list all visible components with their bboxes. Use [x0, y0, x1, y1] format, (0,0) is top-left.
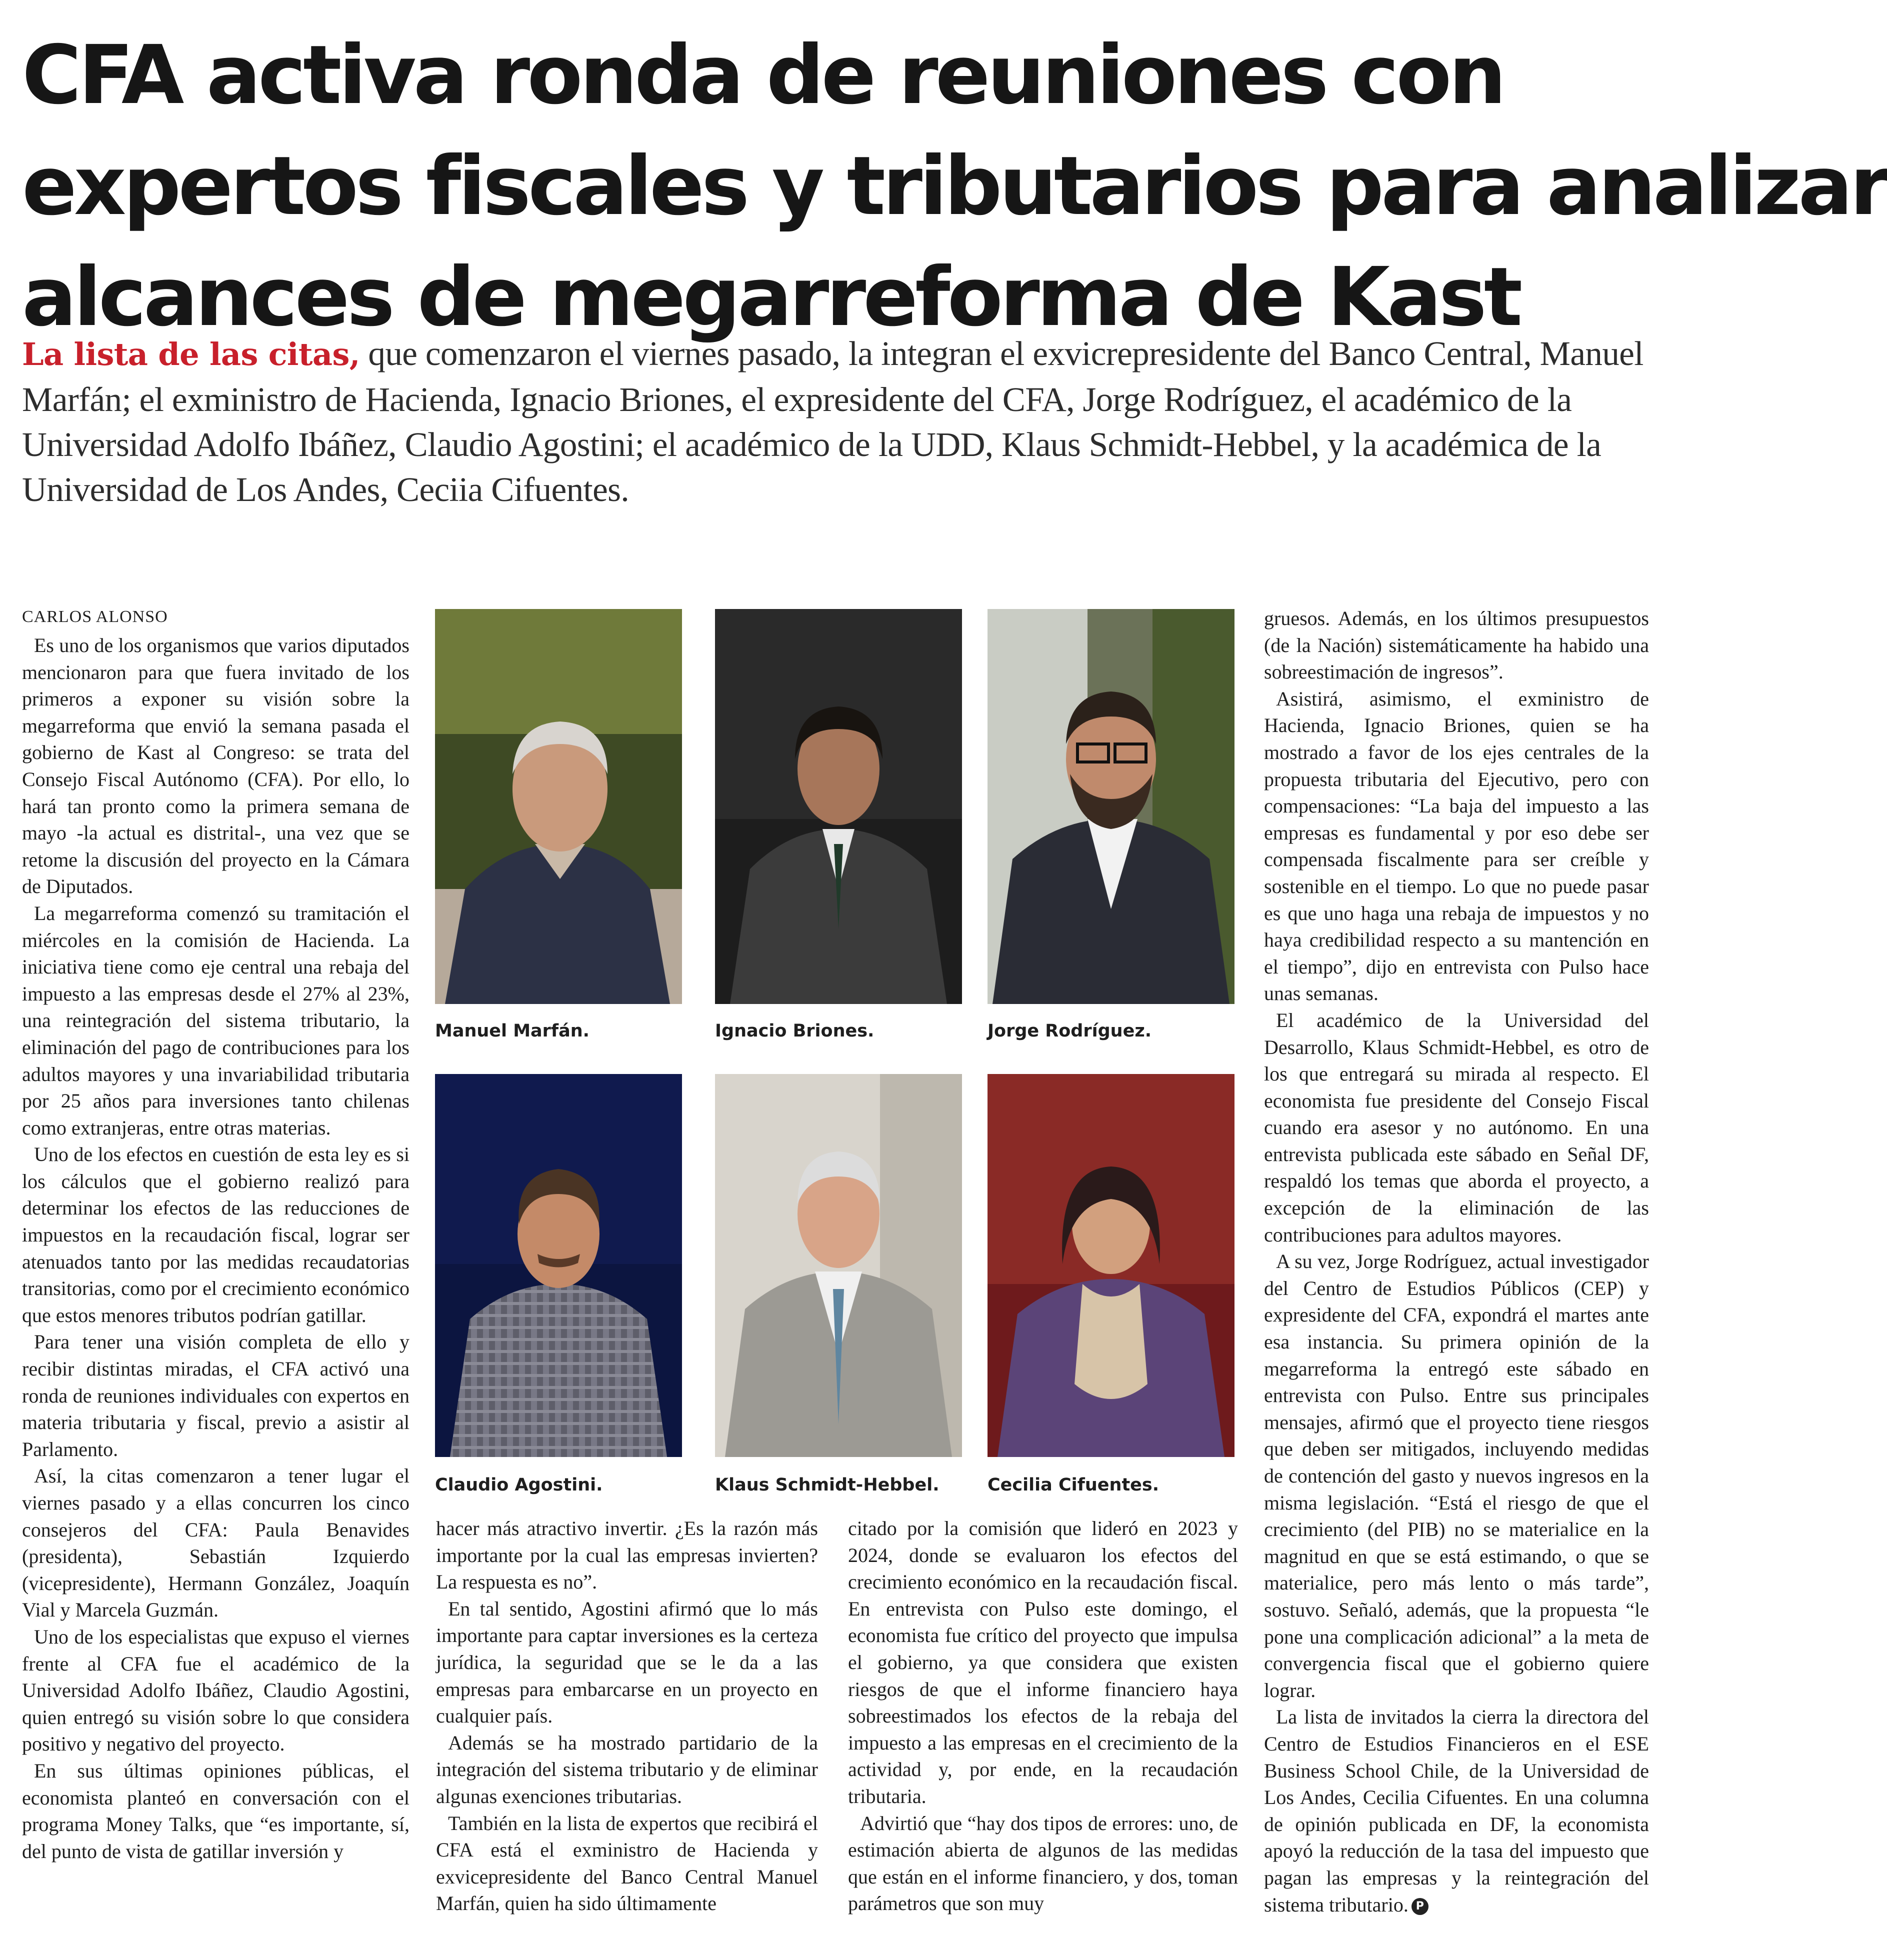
paragraph: Asistirá, asimismo, el exministro de Hacienda, Ignacio Briones, quien se ha mostrado a favor de los ejes centrales de la propuesta tributaria del Ejecutivo, pero con compensaciones: “La baja del impuesto a las empresas es fundamental y por eso debe ser compensada fiscalmente para ser creíble y sostenible en el tiempo. Lo que no puede pasar es que uno haga una rebaja de impuestos y no haya credibilidad respecto a su mantención en el tiempo”, dijo en entrevista con Pulso hace unas semanas. — [1264, 687, 1649, 1005]
paragraph: Uno de los efectos en cuestión de esta ley es si los cálculos que el gobierno realizó para determinar los efectos de las reducciones de impuestos en la recaudación fiscal, lograr ser atenuados tanto por las medidas recaudatorias transitorias, como por el crecimiento económico que estos menores tributos podrían gatillar. — [22, 1143, 410, 1326]
article-column-1 — [22, 605, 410, 1864]
photo-manuel-marfan — [435, 609, 682, 1004]
paragraph: Así, la citas comenzaron a tener lugar el viernes pasado y a ellas concurren los cinco consejeros del CFA: Paula Benavides (presidenta), Sebastián Izquierdo (vicepresidente), Hermann González, Joaquín Vial y Marcela Guzmán. — [22, 1464, 410, 1622]
paragraph-final — [1264, 1704, 1649, 1918]
photo-claudio-agostini — [435, 1074, 682, 1457]
photo-caption: Jorge Rodríguez. — [988, 1021, 1152, 1041]
headline-line: alcances de megarreforma de Kast — [22, 250, 1520, 344]
paragraph-text: La lista de invitados la cierra la directora del Centro de Estudios Financieros en el ESE Business School Chile, de la Universidad de Los Andes, Cecilia Cifuentes. En una columna de opinión publicada en DF, la economista apoyó la reducción de la tasa del impuesto que pagan las empresas y la reintegración del sistema tributario. — [1264, 1706, 1649, 1916]
paragraph: Es uno de los organismos que varios diputados mencionaron para que fuera invitado de los primeros a exponer su visión sobre la megarreforma que envió la semana pasada el gobierno de Kast al Congreso: se trata del Consejo Fiscal Autónomo (CFA). Por ello, lo hará tan pronto como la primera semana de mayo -la actual es distrital-, una vez que se retome la discusión del proyecto en la Cámara de Diputados. — [22, 634, 410, 898]
paragraph: El académico de la Universidad del Desarrollo, Klaus Schmidt-Hebbel, es otro de los que entregará su mirada al respecto. El economista fue presidente del Consejo Fiscal cuando era asesor y no autónomo. En una entrevista publicada este sábado en Señal DF, respaldó los temas que aborda el proyecto, a excepción de la eliminación de las contribuciones para adultos mayores. — [1264, 1008, 1649, 1246]
portrait-photo-icon — [435, 1074, 682, 1457]
photo-caption: Claudio Agostini. — [435, 1475, 603, 1495]
photo-caption: Klaus Schmidt-Hebbel. — [715, 1475, 940, 1495]
paragraph: Uno de los especialistas que expuso el viernes frente al CFA fue el académico de la Universidad Adolfo Ibáñez, Claudio Agostini, quien entregó su visión sobre lo que considera positivo y negativo del proyecto. — [22, 1625, 410, 1756]
photo-klaus-schmidt-hebbel — [715, 1074, 962, 1457]
paragraph: citado por la comisión que lideró en 2023 y 2024, donde se evaluaron los efectos del crecimiento económico en la recaudación fiscal. En entrevista con Pulso este domingo, el economista fue crítico del proyecto que impulsa el gobierno, ya que considera que existen riesgos de que el informe financiero haya sobreestimados los efectos de la rebaja del impuesto a las empresas en el crecimiento de la actividad y, por ende, en la recaudación tributaria. — [848, 1517, 1238, 1808]
photo-cecilia-cifuentes — [988, 1074, 1234, 1457]
photo-caption: Manuel Marfán. — [435, 1021, 590, 1041]
photo-ignacio-briones — [715, 609, 962, 1004]
paragraph: En sus últimas opiniones públicas, el economista planteó en conversación con el programa Money Talks, que “es importante, sí, del punto de vista de gatillar inversión y — [22, 1759, 410, 1862]
portrait-photo-icon — [988, 1074, 1234, 1457]
article-column-4 — [1264, 605, 1649, 1918]
portrait-photo-icon — [715, 609, 962, 1004]
article-column-2 — [436, 1515, 818, 1917]
paragraph: La megarreforma comenzó su tramitación el miércoles en la comisión de Hacienda. La iniciativa tiene como eje central una rebaja del impuesto a las empresas desde el 27% al 23%, una reintegración del sistema tributario, la eliminación del pago de contribuciones para los adultos mayores y una invariabilidad tributaria por 25 años para inversiones tanto chilenas como extranjeras, entre otras materias. — [22, 902, 410, 1139]
photo-jorge-rodriguez — [988, 609, 1234, 1004]
paragraph: En tal sentido, Agostini afirmó que lo más importante para captar inversiones es la certeza jurídica, la seguridad que se le da a las empresas para embarcarse en un proyecto en cualquier país. — [436, 1597, 818, 1728]
paragraph: A su vez, Jorge Rodríguez, actual investigador del Centro de Estudios Públicos (CEP) y expresidente del CFA, expondrá el martes ante esa instancia. Su primera opinión de la megarreforma la entregó este sábado en entrevista con Pulso. Entre sus principales mensajes, afirmó que el proyecto tiene riesgos que deben ser mitigados, incluyendo medidas de contención del gasto y nuevos ingresos en la misma legislación. “Está el riesgo de que el crecimiento (del PIB) no se materialice en la magnitud en que se está estimando, o que se materialice, pero más lento o más tarde”, sostuvo. Señaló, además, que la propuesta “le pone una complicación adicional” a la meta de convergencia fiscal que el gobierno quiere lograr. — [1264, 1250, 1649, 1702]
paragraph: Para tener una visión completa de ello y recibir distintas miradas, el CFA activó una ronda de reuniones individuales con expertos en materia tributaria y fiscal, previo a asistir al Parlamento. — [22, 1330, 410, 1460]
portrait-photo-icon — [435, 609, 682, 1004]
photo-caption: Ignacio Briones. — [715, 1021, 874, 1041]
headline — [22, 20, 1887, 353]
article-column-3 — [848, 1515, 1238, 1917]
portrait-photo-icon — [715, 1074, 962, 1457]
article-deck — [22, 331, 1672, 512]
paragraph: Además se ha mostrado partidario de la integración del sistema tributario y de eliminar algunas exenciones tributarias. — [436, 1731, 818, 1808]
paragraph: Advirtió que “hay dos tipos de errores: uno, de estimación abierta de algunos de las medidas que están en el informe financiero, y dos, toman parámetros que son muy — [848, 1812, 1238, 1915]
photo-caption: Cecilia Cifuentes. — [988, 1475, 1160, 1495]
paragraph: También en la lista de expertos que recibirá el CFA está el exministro de Hacienda y exvicepresidente del Banco Central Manuel Marfán, quien ha sido últimamente — [436, 1812, 818, 1915]
paragraph: hacer más atractivo invertir. ¿Es la razón más importante por la cual las empresas invierten? La respuesta es no”. — [436, 1517, 818, 1594]
deck-lead: La lista de las citas, — [22, 336, 360, 372]
headline-line: expertos fiscales y tributarios para analizar — [22, 140, 1887, 234]
byline: CARLOS ALONSO — [22, 608, 168, 626]
end-mark-icon: P — [1412, 1898, 1428, 1915]
paragraph: gruesos. Además, en los últimos presupuestos (de la Nación) sistemáticamente ha habido una sobreestimación de ingresos”. — [1264, 607, 1649, 684]
portrait-photo-icon — [988, 609, 1234, 1004]
headline-line: CFA activa ronda de reuniones con — [22, 28, 1504, 122]
deck-text: que comenzaron el viernes pasado, la integran el exvicrepresidente del Banco Central, Manuel Marfán; el exministro de Hacienda, Ignacio Briones, el expresidente del CFA, Jorge Rodríguez, el académico de la Universidad Adolfo Ibáñez, Claudio Agostini; el académico de la UDD, Klaus Schmidt-Hebbel, y la académica de la Universidad de Los Andes, Ceciia Cifuentes. — [22, 334, 1644, 508]
